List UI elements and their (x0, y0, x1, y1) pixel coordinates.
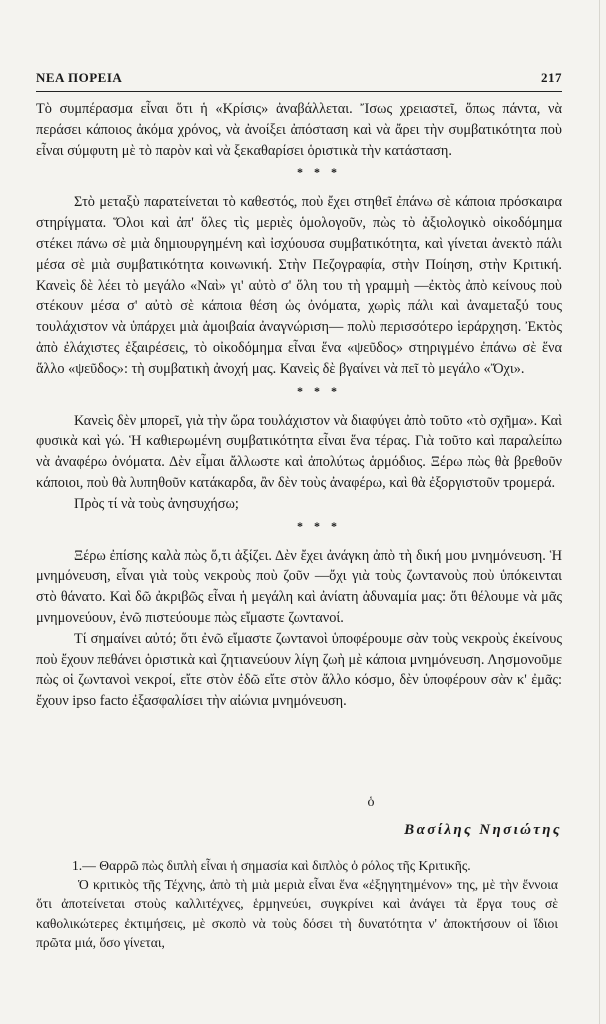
footnote-paragraph: Ὁ κριτικὸς τῆς Τέχνης, ἀπὸ τὴ μιὰ μεριὰ εἶναι ἕνα «ἐξηγητημένον» της, μὲ τὴν ἔννοια ὅτι ἀποτείνεται στοὺς καλλιτέχνες, ἑρμηνεύει, συγκρίνει καὶ ἀνάγει τὰ ἔργα τους σὲ καθολικώτερες ἐκτιμήσεις, μὲ σκοπὸ νὰ τοὺς δόσει τὴ δυνατότητα ν' ἀποκτήσουν οἱ ἴδιοι πρῶτα μιά, ὅσο γίνεται, (36, 877, 558, 950)
spacer (36, 184, 562, 192)
spacer (36, 538, 562, 546)
closing-mark: ὁ (367, 795, 375, 810)
page-edge-shadow (599, 0, 600, 1024)
paragraph: Πρὸς τί νὰ τοὺς ἀνησυχήσω; (74, 495, 239, 512)
spacer (36, 403, 562, 411)
section-separator: * * * (297, 518, 341, 533)
paragraph: Τί σημαίνει αὐτό; ὅτι ἐνῶ εἴμαστε ζωντανοὶ ὑποφέρουμε σὰν τοὺς νεκροὺς ἐκείνους ποὺ ἔχουν πεθάνει ὁριστικὰ καὶ ζητιανεύουν λίγη ζωὴ μὲ κάποια μνημόνευση. Λησμονοῦμε πὼς οἱ ζωντανοὶ νεκροί, εἴτε στὸν ἐδῶ εἴτε στὸν ἄλλο κόσμο, δὲν ὑποφέρουν σὰν κ' ἐμᾶς: ἔχουν ipso facto ἐξασφαλίσει τὴν αἰώνια μνημόνευση. (36, 630, 562, 710)
article-body (36, 99, 562, 712)
header-rule (36, 91, 562, 92)
paragraph: Ξέρω ἐπίσης καλὰ πὼς ὅ,τι ἀξίζει. Δὲν ἔχει ἀνάγκη ἀπὸ τὴ δική μου μνημόνευση. Ἡ μνημόνευση, εἶναι γιὰ τοὺς νεκροὺς ποὺ ζοῦν —ὄχι γιὰ τοὺς ζωντανοὺς ποὺ ὑπόκεινται στὸ θάνατο. Καὶ δῶ ἀκριβῶς εἶναι ἡ μεγάλη καὶ ἀνίατη ἀδυναμία μας: ὅτι θέλουμε νὰ μᾶς μνημονεύουν, ἐνῶ πιστεύουμε πὼς εἴμαστε ζωντανοί. (36, 547, 562, 626)
running-header (36, 70, 562, 86)
author-signature: Βασίλης Νησιώτης (404, 822, 562, 838)
paragraph: Κανεὶς δὲν μπορεῖ, γιὰ τὴν ὥρα τουλάχιστον νὰ διαφύγει ἀπὸ τοῦτο «τὸ σχῆμα». Καὶ φυσικὰ καὶ γώ. Ἡ καθιερωμένη συμβατικότητα εἶναι ἕνα τέρας. Γιὰ τοῦτο καὶ παραλείπω νὰ ἀναφέρω ὀνόματα. Δὲν εἶμαι ἄλλωστε καὶ ἀπολύτως ἁρμόδιος. Ξέρω πὼς θὰ βρεθοῦν κάποιοι, ποὺ θὰ λυπηθοῦν κατάκαρδα, ἂν δὲν τοὺς ἀναφέρω, καὶ θὰ ἐξοργιστοῦν τρομερά. (36, 412, 562, 491)
paragraph: Τὸ συμπέρασμα εἶναι ὅτι ἡ «Κρίσις» ἀναβάλλεται. Ἴσως χρειαστεῖ, ὅπως πάντα, νὰ περάσει κάποιος ἀκόμα χρόνος, νὰ ἀνοίξει ἀπόσταση καὶ νὰ ἄρει τὴν συμβατικότητα ποὺ εἶναι σύμφυτη μὲ τὸ παρὸν καὶ νὰ ξεκαθαρίσει ὁριστικὰ τὴν κατάσταση. (36, 101, 562, 159)
page-number: 217 (541, 70, 562, 85)
footnote-paragraph: 1.— Θαρρῶ πὼς διπλὴ εἶναι ἡ σημασία καὶ διπλὸς ὁ ρόλος τῆς Κριτικῆς. (72, 858, 471, 873)
section-separator: * * * (297, 165, 341, 180)
paragraph: Στὸ μεταξὺ παρατείνεται τὸ καθεστός, ποὺ ἔχει στηθεῖ ἐπάνω σὲ κάποια πρόσκαιρα στηρίγματα. Ὅλοι καὶ ἀπ' ὅλες τὶς μεριὲς ὁμολογοῦν, πὼς τὸ ἀξιολογικὸ οἰκοδόμημα στέκει πάνω σὲ μιὰ δημιουργημένη καὶ ἰσχύουσα συμβατικότητα, καὶ γίνεται ἀνεκτὸ πάλι μέσα σὲ μιὰ συμβατικότητα κοινωνική. Στὴν Πεζογραφία, στὴν Ποίηση, στὴν Κριτική. Κανεὶς δὲ λέει τὸ μεγάλο «Ναὶ» γι' αὐτὸ σ' ὅλη του τὴ γραμμὴ —ἐκτὸς ἀπὸ κείνους ποὺ στέκουν μέσα σ' αὐτὸ σὲ κάποια θέση ὡς ὀνόματα, χωρὶς πάλι καὶ ἀναμεταξύ τους τουλάχιστον νὰ ὑπάρχει μιὰ ἀμοιβαία ἀναγνώριση— πολὺ περισσότερο ἱεράρχηση. Ἐκτὸς ἀπὸ ἐλάχιστες ἐξαιρέσεις, τὸ οἰκοδόμημα εἶναι ἕνα «ψεῦδος» στηριγμένο ἐπάνω σὲ ἕνα ἄλλο «ψεῦδος»: τὴ συμβατικὴ ἀνοχή μας. Κανεὶς δὲ βγαίνει νὰ πεῖ τὸ μεγάλο «Ὄχι». (36, 194, 562, 377)
footnote-block (36, 856, 558, 952)
journal-title: ΝΕΑ ΠΟΡΕΙΑ (36, 70, 123, 85)
section-separator: * * * (297, 383, 341, 398)
